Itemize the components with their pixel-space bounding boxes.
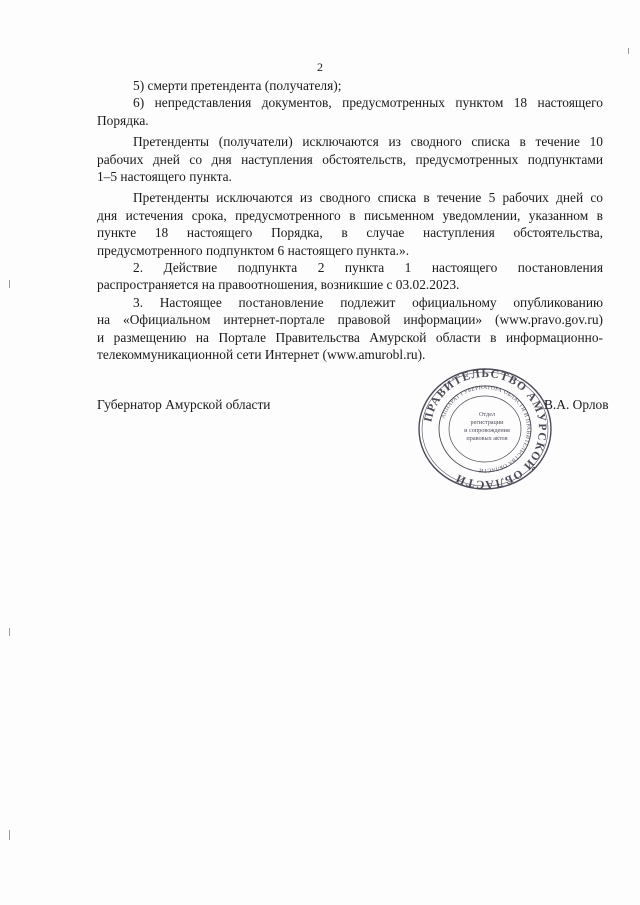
text-line: распространяется на правоотношения, возникшие с 03.02.2023. [97,277,460,293]
text-line: и размещению на Портале Правительства Амурской области в информационно- [97,329,603,345]
scan-mark-right-top [628,48,629,54]
seal-center-line-4: правовых актов [466,435,508,442]
text-line: 6) непредставления документов, предусмотренных пунктом 18 настоящего [133,95,603,111]
text-line: Претенденты (получатели) исключаются из сводного списка в течение 10 [133,134,603,150]
signatory-position: Губернатор Амурской области [97,397,271,412]
text-line: на «Официальном интернет-портале правовой информации» (www.pravo.gov.ru) [97,312,603,328]
text-line: предусмотренного подпунктом 6 настоящего пункта.». [97,242,410,258]
text-line: телекоммуникационной сети Интернет (www.amurobl.ru). [97,347,426,363]
scan-mark-left-bottom [9,830,10,840]
scan-mark-left-mid [9,628,10,636]
scan-mark-left-top [9,280,10,288]
text-line: Порядка. [97,112,149,128]
seal-inner-text: АППАРАТ ГУБЕРНАТОРА ОБЛАСТИ И ПРАВИТЕЛЬСТВА ОБЛАСТИ [440,384,532,474]
text-line: 3. Настоящее постановление подлежит официальному опубликованию [133,294,603,310]
text-line: Претенденты исключаются из сводного списка в течение 5 рабочих дней со [133,190,603,206]
text-line: пункте 18 настоящего Порядка, в случае наступления обстоятельства, [97,225,603,241]
text-line: 5) смерти претендента (получателя); [133,78,342,93]
document-body [97,77,603,364]
text-line: рабочих дней со дня наступления обстоятельств, предусмотренных подпунктами [97,151,603,167]
seal-center-line-1: Отдел [478,411,496,418]
official-seal [416,367,554,491]
seal-outer-text: ПРАВИТЕЛЬСТВО АМУРСКОЙ ОБЛАСТИ [422,367,549,491]
text-line: 2. Действие подпункта 2 пункта 1 настоящего постановления [133,260,603,276]
page-number: 2 [317,60,323,74]
text-line: дня истечения срока, предусмотренного в письменном уведомлении, указанном в [97,207,603,223]
text-line: 1–5 настоящего пункта. [97,169,232,185]
signatory-name: В.А. Орлов [544,397,609,412]
seal-center-line-2: регистрации [470,419,504,426]
seal-center-line-3: и сопровождения [464,427,510,434]
